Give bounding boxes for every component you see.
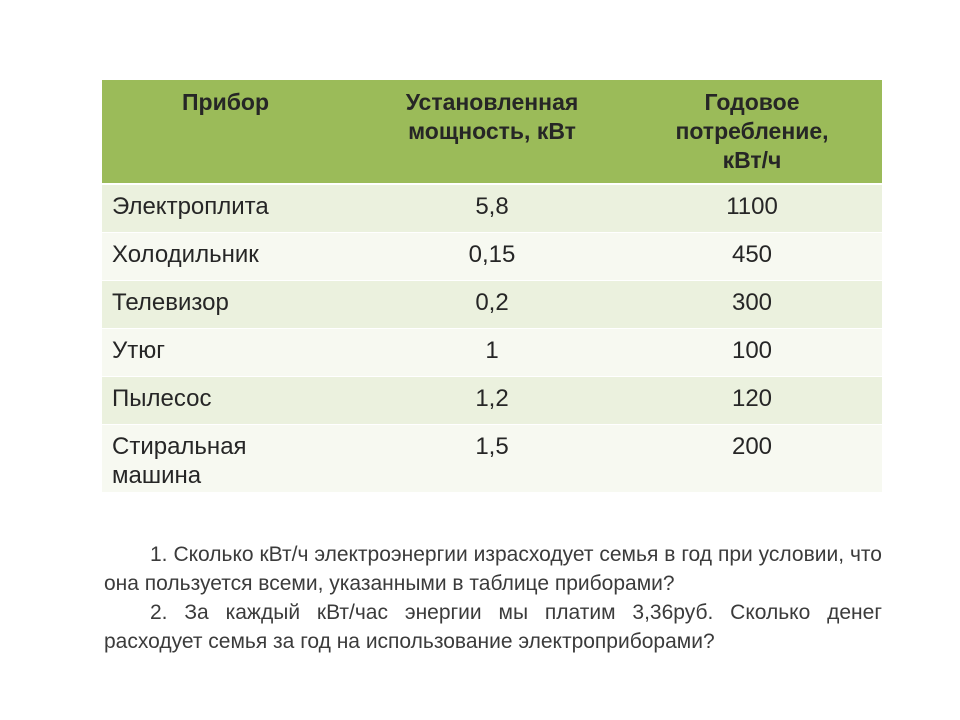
cell-consumption: 1100 [622,184,882,232]
header-device [102,80,362,184]
cell-power: 0,15 [362,232,622,280]
table-header-row [102,80,882,184]
cell-device: Пылесос [102,376,362,424]
cell-device: Утюг [102,328,362,376]
header-consumption-line1: Годовое [704,89,800,115]
cell-consumption: 120 [622,376,882,424]
cell-device: Электроплита [102,184,362,232]
header-power [362,80,622,184]
cell-device [102,424,362,492]
cell-power: 1,2 [362,376,622,424]
header-device-label: Прибор [182,89,270,115]
appliance-table [102,80,882,492]
questions-block [104,540,882,656]
table-row [102,376,882,424]
header-consumption-line3: кВт/ч [722,147,782,173]
question-1: 1. Сколько кВт/ч электроэнергии израсходует семья в год при условии, что она пользуется всеми, указанными в таблице приборами? [104,543,882,595]
cell-power: 5,8 [362,184,622,232]
cell-power: 1,5 [362,424,622,492]
table-row [102,280,882,328]
cell-consumption: 100 [622,328,882,376]
cell-device: Холодильник [102,232,362,280]
cell-consumption: 450 [622,232,882,280]
header-power-line2: мощность, кВт [408,118,576,144]
cell-device-line1: Стиральная [112,432,247,460]
header-consumption-line2: потребление, [675,118,829,144]
cell-device-line2: машина [112,461,202,489]
table-row [102,328,882,376]
cell-power: 1 [362,328,622,376]
header-power-line1: Установленная [405,89,579,115]
table-row [102,232,882,280]
cell-power: 0,2 [362,280,622,328]
question-2: 2. За каждый кВт/час энергии мы платим 3,36руб. Сколько денег расходует семья за год на использование электроприборами? [104,601,882,653]
header-consumption [622,80,882,184]
cell-consumption: 300 [622,280,882,328]
table-row [102,184,882,232]
table-row [102,424,882,492]
cell-device: Телевизор [102,280,362,328]
cell-consumption: 200 [622,424,882,492]
